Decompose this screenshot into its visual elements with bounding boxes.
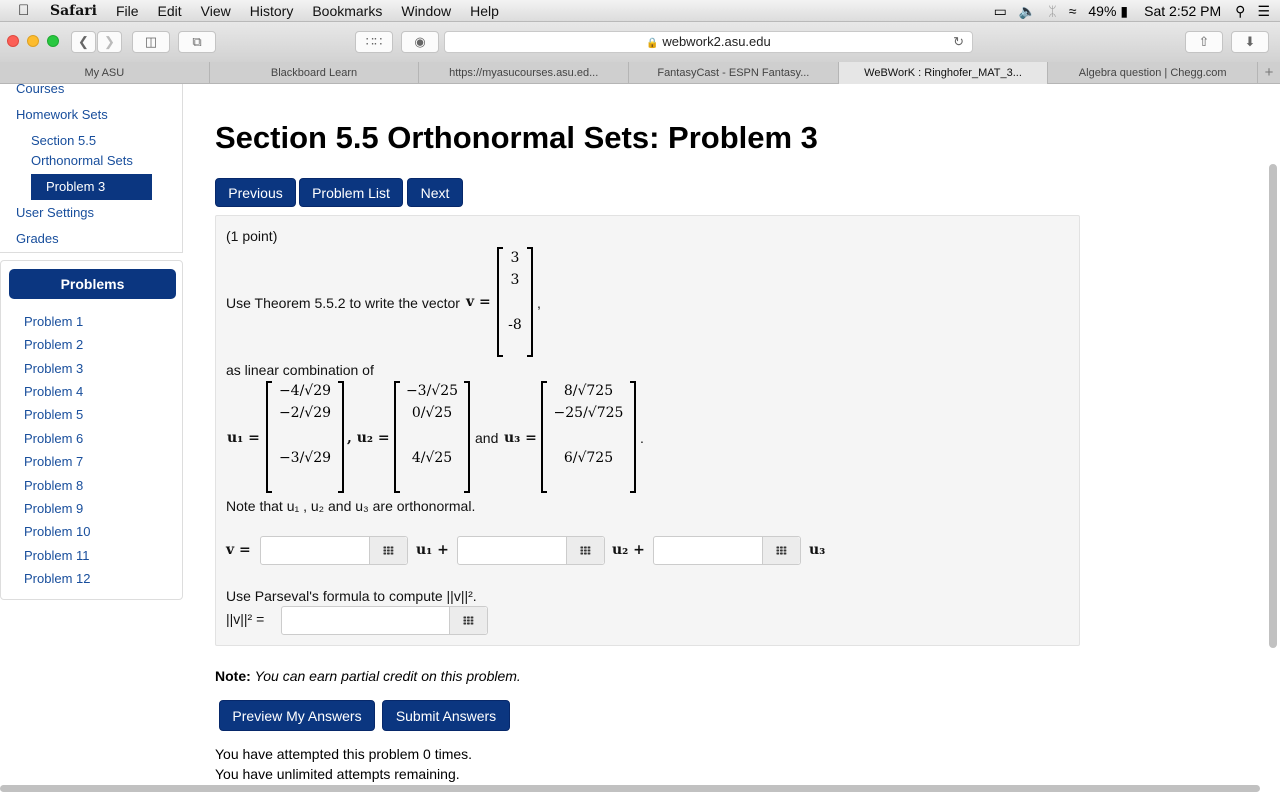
- v-entry-3: -8: [508, 317, 522, 333]
- norm-squared-input[interactable]: [281, 606, 488, 635]
- menu-help[interactable]: Help: [470, 2, 499, 19]
- downloads-button[interactable]: [1231, 31, 1269, 53]
- partial-credit-note: [215, 668, 521, 684]
- sidebar-icon: ◫: [144, 34, 158, 49]
- u1-entry-3: −3/√29: [278, 450, 332, 466]
- volume-icon[interactable]: 🔈: [1018, 2, 1037, 19]
- battery-icon[interactable]: ▮: [1120, 2, 1129, 19]
- u1-entry-1: −4/√29: [278, 383, 332, 399]
- tab-bar: [0, 62, 1280, 84]
- linear-combination-text: as linear combination of: [226, 362, 374, 378]
- v-entry-1: 3: [510, 250, 520, 266]
- page-title: Section 5.5 Orthonormal Sets: Problem 3: [215, 120, 818, 155]
- coef-u2-input[interactable]: [457, 536, 605, 565]
- equation-editor-button-4[interactable]: [449, 607, 487, 634]
- note-label: Note:: [215, 668, 251, 684]
- remaining-text: You have unlimited attempts remaining.: [215, 766, 460, 782]
- problem-link-2[interactable]: Problem 2: [24, 337, 84, 352]
- tab-my-asu[interactable]: My ASU: [0, 62, 210, 84]
- grid-icon: [383, 546, 394, 555]
- menu-edit[interactable]: Edit: [157, 2, 182, 19]
- bluetooth-icon[interactable]: ᛯ: [1048, 3, 1057, 19]
- nav-section-line2[interactable]: Orthonormal Sets: [31, 153, 133, 168]
- u2-label: , u₂ =: [347, 430, 390, 446]
- close-window-icon[interactable]: [7, 35, 19, 47]
- menu-file[interactable]: File: [115, 2, 139, 19]
- period-1: .: [640, 430, 644, 446]
- spotlight-search-icon[interactable]: ⚲: [1235, 2, 1246, 19]
- wifi-icon[interactable]: ≈: [1068, 3, 1077, 19]
- problem-link-12[interactable]: Problem 12: [24, 571, 91, 586]
- attempts-text: You have attempted this problem 0 times.: [215, 746, 473, 762]
- tab-blackboard[interactable]: Blackboard Learn: [210, 62, 420, 84]
- problem-link-8[interactable]: Problem 8: [24, 478, 84, 493]
- and-text: and: [475, 430, 499, 446]
- equation-editor-button-1[interactable]: [369, 537, 407, 564]
- problems-panel: [0, 260, 183, 600]
- u2-matrix: [394, 381, 470, 493]
- nav-current-problem[interactable]: Problem 3: [31, 174, 152, 200]
- tab-chegg[interactable]: Algebra question | Chegg.com: [1048, 62, 1258, 84]
- back-button[interactable]: [71, 31, 96, 53]
- lock-icon: 🔒: [646, 38, 659, 49]
- menu-window[interactable]: Window: [401, 2, 452, 19]
- forward-button[interactable]: [97, 31, 122, 53]
- equation-editor-button-2[interactable]: [566, 537, 604, 564]
- address-bar-url: webwork2.asu.edu: [662, 34, 771, 49]
- course-nav: [0, 84, 183, 253]
- tab-overview-button[interactable]: [178, 31, 216, 53]
- problem-link-10[interactable]: Problem 10: [24, 524, 91, 539]
- grid-icon: [580, 546, 591, 555]
- new-tab-button[interactable]: [1258, 62, 1280, 84]
- grid-icon: [776, 546, 787, 555]
- zoom-window-icon[interactable]: [47, 35, 59, 47]
- u1-entry-2: −2/√29: [278, 405, 332, 421]
- reload-icon[interactable]: ↻: [953, 34, 964, 49]
- menu-bar: [0, 0, 1280, 22]
- u3-entry-2: −25/√725: [553, 405, 624, 421]
- problem-intro: Use Theorem 5.5.2 to write the vector: [226, 295, 460, 311]
- norm-label: ||v||² =: [226, 611, 265, 627]
- problem-link-9[interactable]: Problem 9: [24, 501, 84, 516]
- u3-label: u₃ =: [504, 430, 537, 446]
- sidebar-toggle-button[interactable]: [132, 31, 170, 53]
- tab-webwork[interactable]: WeBWorK : Ringhofer_MAT_3...: [839, 62, 1049, 84]
- menu-view[interactable]: View: [200, 2, 231, 19]
- clock[interactable]: Sat 2:52 PM: [1144, 3, 1222, 19]
- problem-points: (1 point): [226, 228, 278, 244]
- chevron-right-icon: ❯: [104, 34, 115, 49]
- orthonormal-note: Note that u₁ , u₂ and u₃ are orthonormal.: [226, 498, 476, 514]
- top-sites-button[interactable]: [355, 31, 393, 53]
- menu-app-name[interactable]: Safari: [50, 2, 97, 19]
- apple-menu-icon[interactable]: [18, 2, 36, 19]
- nav-user-settings[interactable]: User Settings: [16, 205, 95, 220]
- equation-editor-button-3[interactable]: [762, 537, 800, 564]
- problems-header: Problems: [9, 269, 176, 299]
- problem-link-5[interactable]: Problem 5: [24, 407, 84, 422]
- tab-fantasycast[interactable]: FantasyCast - ESPN Fantasy...: [629, 62, 839, 84]
- nav-section-line1[interactable]: Section 5.5: [31, 133, 97, 148]
- horizontal-scrollbar[interactable]: [0, 785, 1260, 792]
- u1-matrix: [266, 381, 344, 493]
- problem-link-7[interactable]: Problem 7: [24, 454, 84, 469]
- battery-percent[interactable]: 49%: [1088, 3, 1117, 19]
- share-icon: ⇧: [1198, 34, 1210, 49]
- share-button[interactable]: [1185, 31, 1223, 53]
- chevron-left-icon: ❮: [78, 34, 89, 49]
- coef-u3-input[interactable]: [653, 536, 801, 565]
- u3-entry-1: 8/√725: [563, 383, 614, 399]
- submit-answers-button[interactable]: Submit Answers: [382, 700, 510, 731]
- v-entry-2: 3: [510, 272, 520, 288]
- download-icon: ⬇: [1244, 34, 1256, 49]
- problem-list-button[interactable]: Problem List: [299, 178, 403, 207]
- u2-plus-label: u₂ +: [612, 542, 645, 558]
- menu-bookmarks[interactable]: Bookmarks: [312, 2, 383, 19]
- problem-link-1[interactable]: Problem 1: [24, 314, 84, 329]
- u3-entry-3: 6/√725: [563, 450, 614, 466]
- shield-icon: ◉: [414, 34, 426, 49]
- u2-entry-2: 0/√25: [411, 405, 453, 421]
- u2-entry-3: 4/√25: [411, 450, 453, 466]
- airplay-icon[interactable]: ▭: [993, 2, 1007, 19]
- tabs-icon: ⧉: [192, 34, 202, 49]
- nav-homework-sets[interactable]: Homework Sets: [16, 107, 108, 122]
- previous-button[interactable]: Previous: [215, 178, 296, 207]
- u1-label: u₁ =: [227, 430, 260, 446]
- problem-link-4[interactable]: Problem 4: [24, 384, 84, 399]
- minimize-window-icon[interactable]: [27, 35, 39, 47]
- nav-courses[interactable]: Courses: [16, 84, 65, 96]
- problem-link-3[interactable]: Problem 3: [24, 361, 84, 376]
- vertical-scrollbar[interactable]: [1269, 164, 1277, 648]
- v-symbol: v =: [466, 294, 491, 310]
- u3-term-label: u₃: [809, 542, 826, 558]
- grid-icon: [463, 616, 474, 625]
- preview-answers-button[interactable]: Preview My Answers: [219, 700, 375, 731]
- notification-center-icon[interactable]: ☰: [1257, 2, 1270, 19]
- plus-icon: +: [1264, 64, 1274, 81]
- problem-body: [215, 215, 1080, 646]
- problem-link-11[interactable]: Problem 11: [24, 548, 90, 563]
- menu-history[interactable]: History: [249, 2, 294, 19]
- next-button[interactable]: Next: [407, 178, 463, 207]
- u2-entry-1: −3/√25: [405, 383, 459, 399]
- v-equals-label: v =: [226, 542, 251, 558]
- comma-1: ,: [537, 295, 541, 311]
- tab-myasucourses[interactable]: https://myasucourses.asu.ed...: [419, 62, 629, 84]
- browser-toolbar: [0, 22, 1280, 62]
- parseval-instruction: Use Parseval's formula to compute ||v||².: [226, 588, 477, 604]
- u1-plus-label: u₁ +: [416, 542, 449, 558]
- nav-grades[interactable]: Grades: [16, 231, 59, 246]
- u3-matrix: [541, 381, 636, 493]
- grid-icon: ∷∷: [365, 34, 383, 49]
- coef-u1-input[interactable]: [260, 536, 408, 565]
- note-text: You can earn partial credit on this problem.: [254, 668, 521, 684]
- address-bar[interactable]: [444, 31, 973, 53]
- page-content: [0, 84, 1280, 800]
- v-vector-matrix: [497, 247, 533, 357]
- privacy-button[interactable]: [401, 31, 439, 53]
- problem-link-6[interactable]: Problem 6: [24, 431, 84, 446]
